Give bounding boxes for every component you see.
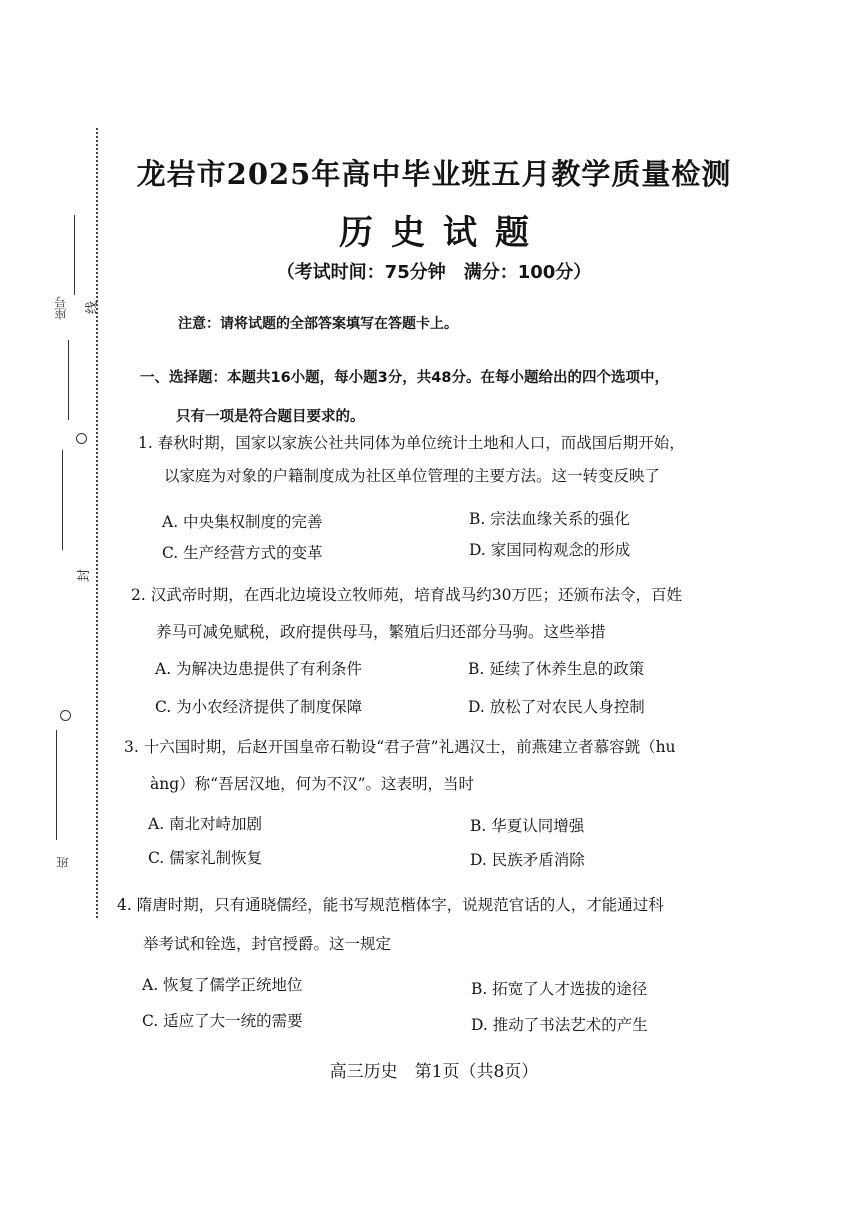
question-3-stem-cont: àng）称“吾居汉地，何为不汉”。这表明，当时 <box>150 775 474 793</box>
question-3-option-b: B. 华夏认同增强 <box>470 817 585 835</box>
question-3-stem: 3. 十六国时期，后赵开国皇帝石勒设“君子营”礼遇汉士，前燕建立者慕容皝（hu <box>124 738 676 756</box>
school-blank-line <box>56 730 57 840</box>
question-4-option-d: D. 推动了书法艺术的产生 <box>471 1016 648 1034</box>
notice-text: 注意：请将试题的全部答案填写在答题卡上。 <box>178 316 458 332</box>
question-4-stem: 4. 隋唐时期，只有通晓儒经，能书写规范楷体字，说规范官话的人，才能通过科 <box>117 896 664 914</box>
line-marker: 线 <box>85 300 101 315</box>
page-footer: 高三历史 第1页（共8页） <box>329 1062 539 1082</box>
question-2-option-a: A. 为解决边患提供了有利条件 <box>155 660 363 678</box>
binding-hole-circle <box>60 710 71 721</box>
seat-number-label: 座号 <box>54 296 68 320</box>
question-1-stem: 1. 春秋时期，国家以家族公社共同体为单位统计土地和人口，而战国后期开始， <box>138 434 685 452</box>
question-2-stem-cont: 养马可减免赋税，政府提供母马，繁殖后归还部分马驹。这些举措 <box>156 623 606 641</box>
section-heading: 一、选择题：本题共16小题，每小题3分，共48分。在每小题给出的四个选项中， <box>140 370 669 386</box>
question-3-option-d: D. 民族矛盾消除 <box>470 851 585 869</box>
binding-hole-circle <box>76 433 87 444</box>
subject-title: 历史试题 <box>339 213 547 253</box>
class-blank-line <box>62 450 63 550</box>
class-label: 班 <box>56 856 70 868</box>
name-blank-line <box>68 340 69 420</box>
question-4-stem-cont: 举考试和铨选，封官授爵。这一规定 <box>143 935 392 953</box>
question-2-option-d: D. 放松了对农民人身控制 <box>468 698 645 716</box>
question-1-option-b: B. 宗法血缘关系的强化 <box>469 510 630 528</box>
question-3-option-a: A. 南北对峙加剧 <box>148 815 263 833</box>
question-2-option-c: C. 为小农经济提供了制度保障 <box>155 698 363 716</box>
question-2-stem: 2. 汉武帝时期，在西北边境设立牧师苑，培育战马约30万匹；还颁布法令，百姓 <box>131 586 682 604</box>
section-heading-cont: 只有一项是符合题目要求的。 <box>176 409 365 425</box>
question-3-option-c: C. 儒家礼制恢复 <box>148 849 263 867</box>
seal-marker: 封 <box>77 568 93 583</box>
exam-info: （考试时间：75分钟 满分：100分） <box>276 262 592 283</box>
question-4-option-b: B. 拓宽了人才选拔的途径 <box>471 980 648 998</box>
question-1-option-a: A. 中央集权制度的完善 <box>162 513 323 531</box>
question-4-option-a: A. 恢复了儒学正统地位 <box>142 976 303 994</box>
question-1-stem-cont: 以家庭为对象的户籍制度成为社区单位管理的主要方法。这一转变反映了 <box>164 467 661 485</box>
question-2-option-b: B. 延续了休养生息的政策 <box>468 660 645 678</box>
question-4-option-c: C. 适应了大一统的需要 <box>142 1012 303 1030</box>
question-1-option-c: C. 生产经营方式的变革 <box>162 544 323 562</box>
exam-title: 龙岩市2025年高中毕业班五月教学质量检测 <box>136 157 732 191</box>
question-1-option-d: D. 家国同构观念的形成 <box>469 541 631 559</box>
